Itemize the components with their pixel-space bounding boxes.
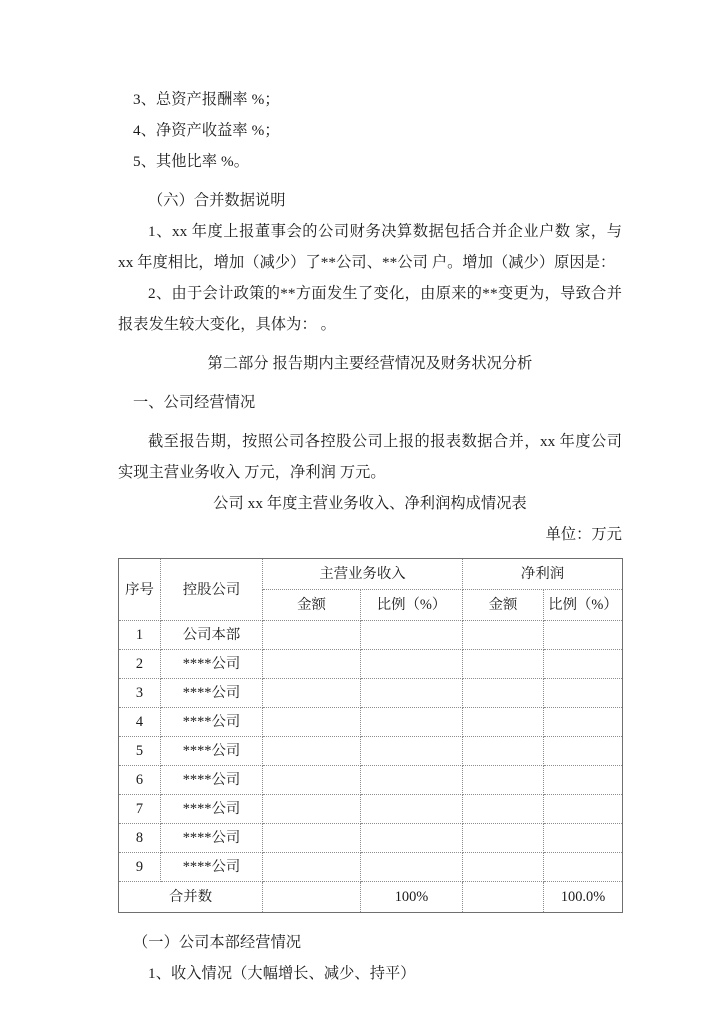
spacer: [118, 340, 622, 348]
cell-profit-ratio: [544, 621, 623, 650]
cell-profit-ratio: [544, 824, 623, 853]
cell-revenue-ratio: [361, 795, 463, 824]
cell-profit-ratio: [544, 795, 623, 824]
ratio-item-3: 3、总资产报酬率 %；: [133, 91, 280, 108]
spacer: [118, 177, 622, 185]
cell-revenue-ratio: [361, 708, 463, 737]
cell-profit-ratio: [544, 737, 623, 766]
merge-note-1: 1、xx 年度上报董事会的公司财务决算数据包括合并企业户数 家，与 xx 年度相比，增加（减少）了**公司、**公司 户。增加（减少）原因是：: [118, 223, 622, 271]
cell-revenue-amount: [263, 708, 361, 737]
cell-seq: 7: [119, 795, 161, 824]
merge-note-2: 2、由于会计政策的**方面发生了变化，由原来的**变更为，导致合并报表发生较大变化，具体为： 。: [118, 285, 622, 333]
cell-company: ****公司: [161, 795, 263, 824]
cell-seq: 4: [119, 708, 161, 737]
table-header-row-group: [119, 559, 623, 590]
table-row: [119, 708, 623, 737]
cell-company: ****公司: [161, 824, 263, 853]
cell-profit-ratio: [544, 853, 623, 882]
revenue-profit-table: [118, 558, 623, 913]
document-body: [118, 84, 622, 989]
header-revenue-ratio: 比例（%）: [361, 590, 463, 621]
financial-table-wrapper: [118, 558, 622, 913]
cell-revenue-ratio: [361, 679, 463, 708]
cell-profit-amount: [463, 766, 544, 795]
table-total-row: [119, 882, 623, 913]
cell-profit-amount: [463, 650, 544, 679]
cell-total-revenue-ratio: 100%: [361, 882, 463, 913]
cell-profit-amount: [463, 737, 544, 766]
subsection-one-heading: （一）公司本部经营情况: [133, 934, 302, 951]
cell-company: ****公司: [161, 650, 263, 679]
table-row: [119, 766, 623, 795]
cell-revenue-amount: [263, 766, 361, 795]
cell-seq: 6: [119, 766, 161, 795]
cell-revenue-ratio: [361, 853, 463, 882]
cell-profit-ratio: [544, 766, 623, 795]
header-seq: 序号: [119, 559, 161, 621]
subsection-one-item-1: 1、收入情况（大幅增长、减少、持平）: [148, 965, 416, 982]
table-row: [119, 824, 623, 853]
part-two-title: 第二部分 报告期内主要经营情况及财务状况分析: [207, 355, 533, 372]
header-profit-ratio: 比例（%）: [544, 590, 623, 621]
table-unit: 单位：万元: [545, 526, 622, 543]
cell-revenue-amount: [263, 621, 361, 650]
cell-profit-ratio: [544, 679, 623, 708]
cell-revenue-amount: [263, 737, 361, 766]
cell-revenue-ratio: [361, 766, 463, 795]
header-revenue-amount: 金额: [263, 590, 361, 621]
cell-seq: 5: [119, 737, 161, 766]
table-head: [119, 559, 623, 621]
table-title: 公司 xx 年度主营业务收入、净利润构成情况表: [213, 495, 527, 512]
cell-company: ****公司: [161, 853, 263, 882]
cell-total-profit-ratio: 100.0%: [544, 882, 623, 913]
ratio-item-4: 4、净资产收益率 %；: [133, 122, 280, 139]
cell-revenue-amount: [263, 824, 361, 853]
cell-company: ****公司: [161, 679, 263, 708]
spacer: [118, 550, 622, 558]
spacer: [118, 913, 622, 927]
spacer: [118, 379, 622, 387]
cell-profit-amount: [463, 824, 544, 853]
cell-revenue-amount: [263, 853, 361, 882]
cell-company: 公司本部: [161, 621, 263, 650]
cell-total-revenue-amount: [263, 882, 361, 913]
cell-company: ****公司: [161, 737, 263, 766]
cell-profit-amount: [463, 708, 544, 737]
cell-seq: 1: [119, 621, 161, 650]
spacer: [118, 418, 622, 426]
cell-total-profit-amount: [463, 882, 544, 913]
cell-total-label: 合并数: [119, 882, 263, 913]
header-profit-amount: 金额: [463, 590, 544, 621]
table-body: [119, 621, 623, 913]
cell-profit-amount: [463, 795, 544, 824]
cell-revenue-ratio: [361, 824, 463, 853]
cell-seq: 2: [119, 650, 161, 679]
header-company: 控股公司: [161, 559, 263, 621]
cell-profit-ratio: [544, 650, 623, 679]
cell-profit-amount: [463, 679, 544, 708]
cell-seq: 8: [119, 824, 161, 853]
cell-seq: 9: [119, 853, 161, 882]
cell-profit-ratio: [544, 708, 623, 737]
header-group-revenue: 主营业务收入: [263, 559, 463, 590]
cell-revenue-amount: [263, 650, 361, 679]
ratio-item-5: 5、其他比率 %。: [133, 153, 250, 170]
header-group-profit: 净利润: [463, 559, 623, 590]
table-row: [119, 853, 623, 882]
cell-revenue-ratio: [361, 621, 463, 650]
cell-seq: 3: [119, 679, 161, 708]
table-row: [119, 679, 623, 708]
cell-company: ****公司: [161, 708, 263, 737]
cell-revenue-amount: [263, 795, 361, 824]
section-six-heading: （六）合并数据说明: [148, 192, 286, 209]
cell-company: ****公司: [161, 766, 263, 795]
operating-summary: 截至报告期，按照公司各控股公司上报的报表数据合并，xx 年度公司实现主营业务收入 万元，净利润 万元。: [118, 433, 622, 481]
cell-revenue-ratio: [361, 737, 463, 766]
cell-revenue-ratio: [361, 650, 463, 679]
table-row: [119, 650, 623, 679]
cell-profit-amount: [463, 853, 544, 882]
cell-profit-amount: [463, 621, 544, 650]
cell-revenue-amount: [263, 679, 361, 708]
table-row: [119, 795, 623, 824]
table-row: [119, 621, 623, 650]
table-row: [119, 737, 623, 766]
chapter-one-heading: 一、公司经营情况: [133, 394, 256, 411]
